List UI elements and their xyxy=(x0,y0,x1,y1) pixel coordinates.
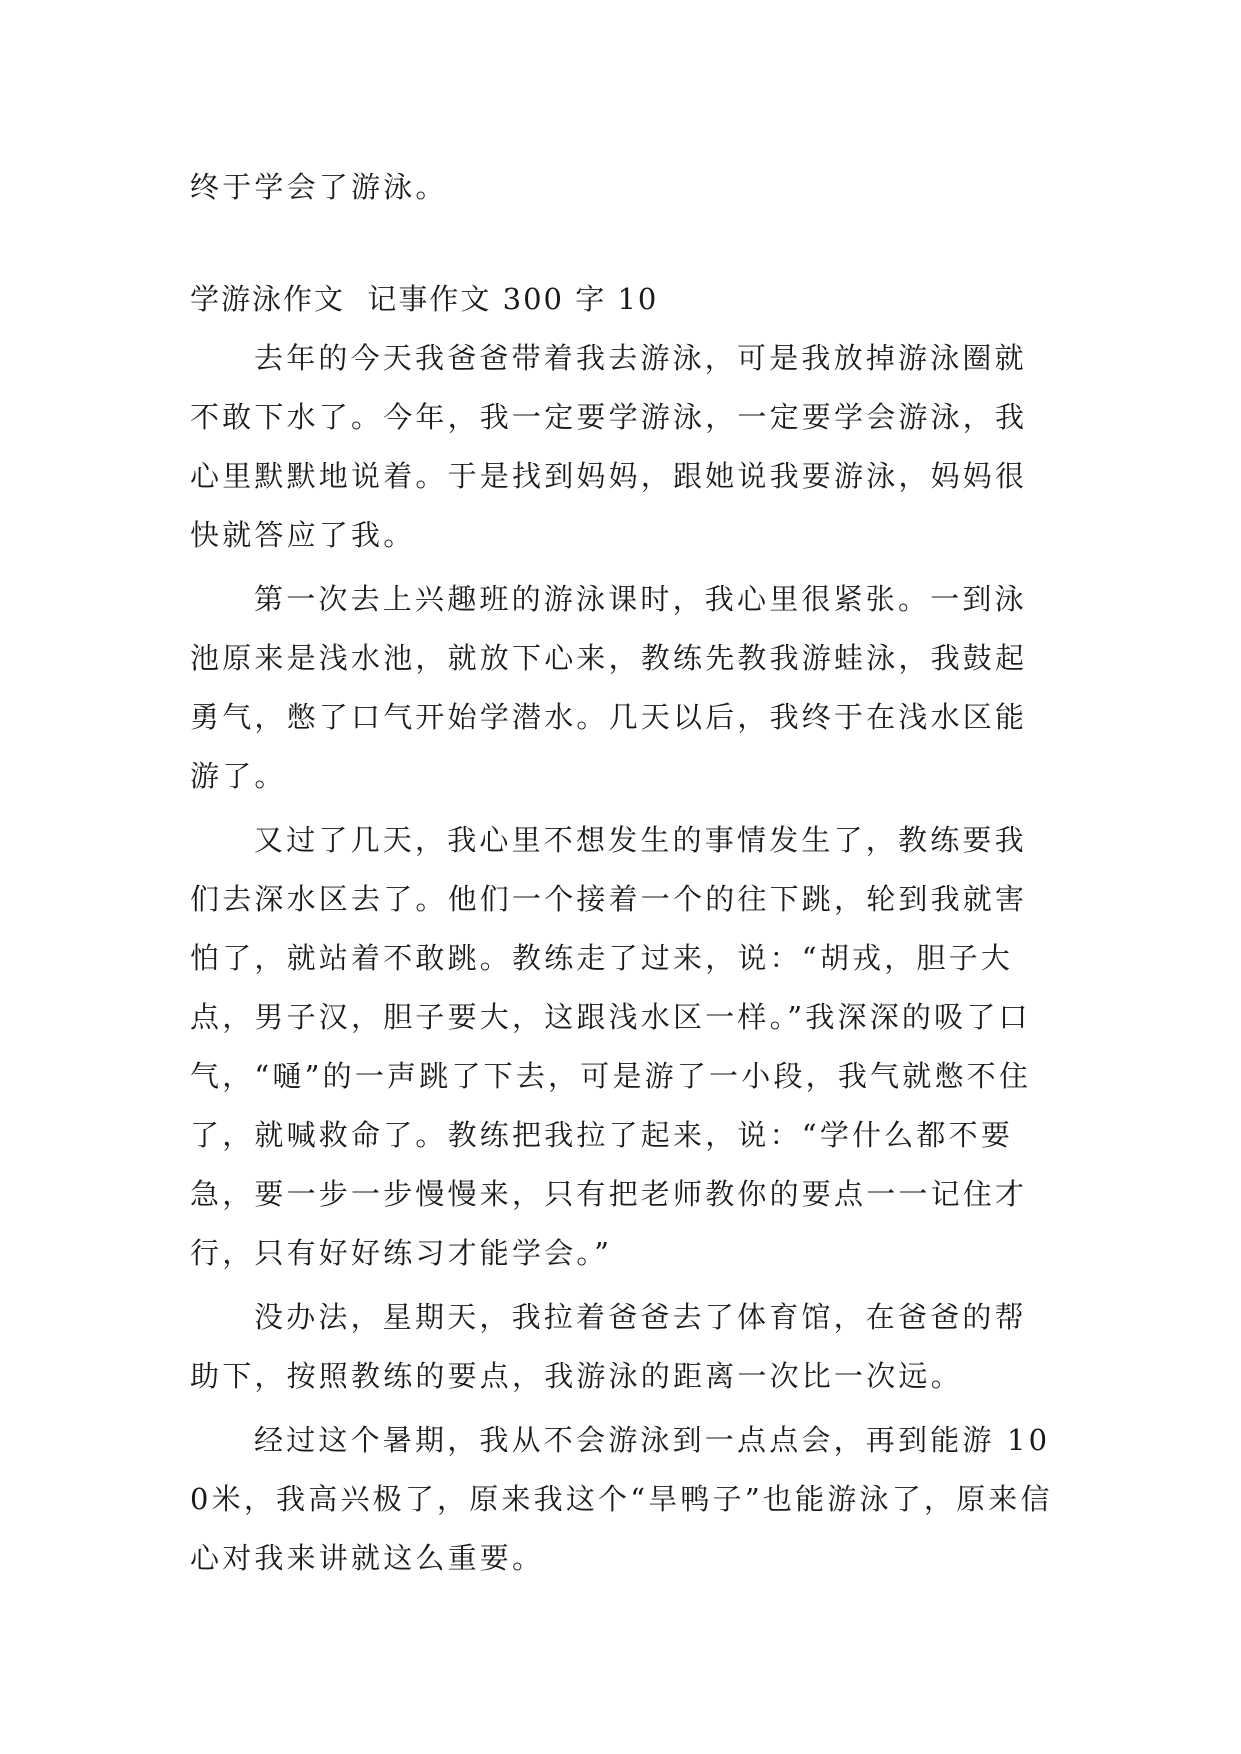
paragraph-3: 又过了几天，我心里不想发生的事情发生了，教练要我们去深水区去了。他们一个接着一个的往下跳，轮到我就害怕了，就站着不敢跳。教练走了过来，说：“胡戎，胆子大点，男子汉，胆子要大，这跟浅水区一样。”我深深的吸了口气，“嗵”的一声跳了下去，可是游了一小段，我气就憋不住了，就喊救命了。教练把我拉了起来，说：“学什么都不要急，要一步一步慢慢来，只有把老师教你的要点一一记住才行，只有好好练习才能学会。” xyxy=(190,823,1032,1270)
essay-body xyxy=(190,329,1058,1593)
essay-title: 学游泳作文 记事作文 300 字 10 xyxy=(190,282,659,316)
paragraph-2: 第一次去上兴趣班的游泳课时，我心里很紧张。一到泳池原来是浅水池，就放下心来，教练先教我游蛙泳，我鼓起勇气，憋了口气开始学潜水。几天以后，我终于在浅水区能游了。 xyxy=(190,582,1028,793)
intro-line: 终于学会了游泳。 xyxy=(190,170,448,204)
paragraph-5: 经过这个暑期，我从不会游泳到一点点会，再到能游 100米，我高兴极了，原来我这个“旱鸭子”也能游泳了，原来信心对我来讲就这么重要。 xyxy=(190,1423,1053,1575)
paragraph-4: 没办法，星期天，我拉着爸爸去了体育馆，在爸爸的帮助下，按照教练的要点，我游泳的距离一次比一次远。 xyxy=(190,1300,1027,1393)
paragraph-1: 去年的今天我爸爸带着我去游泳，可是我放掉游泳圈就不敢下水了。今年，我一定要学游泳，一定要学会游泳，我心里默默地说着。于是找到妈妈，跟她说我要游泳，妈妈很快就答应了我。 xyxy=(190,341,1028,552)
